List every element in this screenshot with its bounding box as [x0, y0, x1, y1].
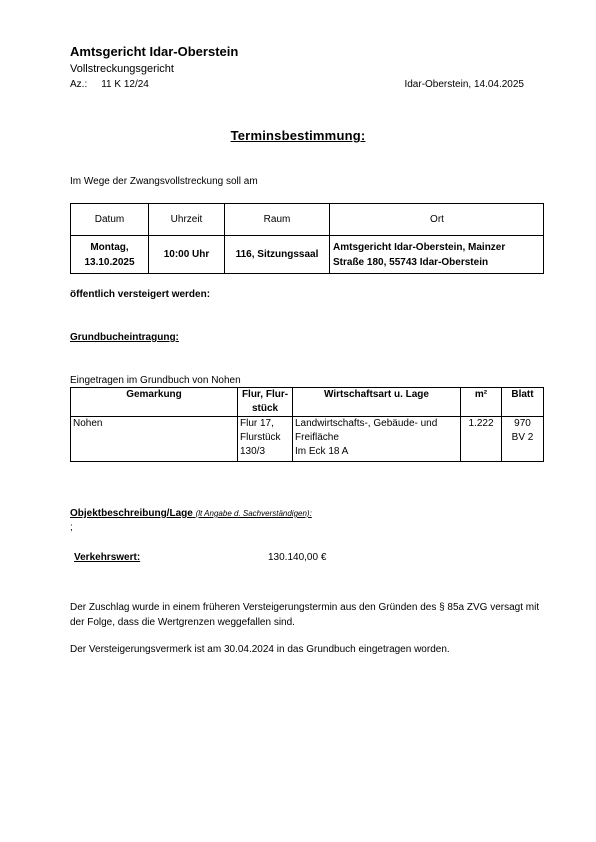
versteigert-text: öffentlich versteigert werden: [70, 289, 211, 300]
zuschlag-text: Der Zuschlag wurde in einem früheren Versteigerungstermin aus den Gründen des § 85a ZVG versagt mit der Folge, dass die Wertgrenzen weggefallen sind. [70, 602, 540, 628]
datum-weekday: Montag, [90, 241, 129, 253]
flur-line1: Flur 17, [240, 418, 274, 429]
header-ort: Ort [330, 204, 544, 236]
cell-datum [71, 236, 149, 274]
az-label: Az.: [70, 79, 88, 90]
grundbuch-table-row [71, 417, 544, 462]
header-datum: Datum [71, 204, 149, 236]
wa-line1: Landwirtschafts-, Gebäude- und [295, 418, 438, 429]
cell-blatt [502, 417, 544, 462]
document-title: Terminsbestimmung: [230, 128, 366, 143]
flur-line2: Flurstück [240, 432, 281, 443]
case-number [70, 79, 149, 90]
datum-date: 13.10.2025 [84, 256, 135, 268]
place-date: Idar-Oberstein, 14.04.2025 [404, 79, 524, 90]
intro-text: Im Wege der Zwangsvollstreckung soll am [70, 176, 258, 187]
header-wirtschaftsart: Wirtschaftsart u. Lage [293, 388, 461, 417]
objekt-heading-note: (lt Angabe d. Sachverständigen): [195, 509, 312, 518]
grundbuch-table [70, 387, 544, 462]
grundbuch-table-header [71, 388, 544, 417]
termin-table [70, 203, 544, 274]
court-name: Amtsgericht Idar-Oberstein [70, 44, 239, 59]
eingetragen-text: Eingetragen im Grundbuch von Nohen [70, 375, 241, 386]
header-blatt: Blatt [502, 388, 544, 417]
header-m2: m² [461, 388, 502, 417]
cell-flur [238, 417, 293, 462]
header-raum: Raum [225, 204, 330, 236]
ort-line1: Amtsgericht Idar-Oberstein, Mainzer [333, 241, 506, 253]
verkehrswert-value: 130.140,00 € [268, 552, 327, 563]
header-uhrzeit: Uhrzeit [149, 204, 225, 236]
vermerk-text: Der Versteigerungsvermerk ist am 30.04.2024 in das Grundbuch eingetragen worden. [70, 644, 450, 655]
cell-m2: 1.222 [461, 417, 502, 462]
grundbuch-heading: Grundbucheintragung: [70, 332, 179, 343]
objekt-heading [70, 508, 312, 519]
flur-line3: 130/3 [240, 446, 266, 457]
cell-uhrzeit: 10:00 Uhr [149, 236, 225, 274]
blatt-line2: BV 2 [511, 432, 534, 443]
header-flur-line1: Flur, Flur- [241, 389, 289, 400]
blatt-line1: 970 [514, 418, 531, 429]
header-gemarkung: Gemarkung [71, 388, 238, 417]
cell-gemarkung: Nohen [71, 417, 238, 462]
verkehrswert-label: Verkehrswert: [74, 552, 141, 563]
wa-line3: Im Eck 18 A [295, 446, 349, 457]
ort-line2: Straße 180, 55743 Idar-Oberstein [333, 256, 489, 268]
objekt-text: ; [70, 522, 73, 533]
court-department: Vollstreckungsgericht [70, 63, 174, 75]
wa-line2: Freifläche [295, 432, 339, 443]
termin-table-header [71, 204, 544, 236]
termin-table-row [71, 236, 544, 274]
cell-wirtschaftsart [293, 417, 461, 462]
cell-ort [330, 236, 544, 274]
cell-raum: 116, Sitzungssaal [225, 236, 330, 274]
header-flur [238, 388, 293, 417]
az-number: 11 K 12/24 [101, 79, 149, 90]
objekt-heading-text: Objektbeschreibung/Lage [70, 508, 193, 519]
header-flur-line2: stück [251, 403, 279, 414]
